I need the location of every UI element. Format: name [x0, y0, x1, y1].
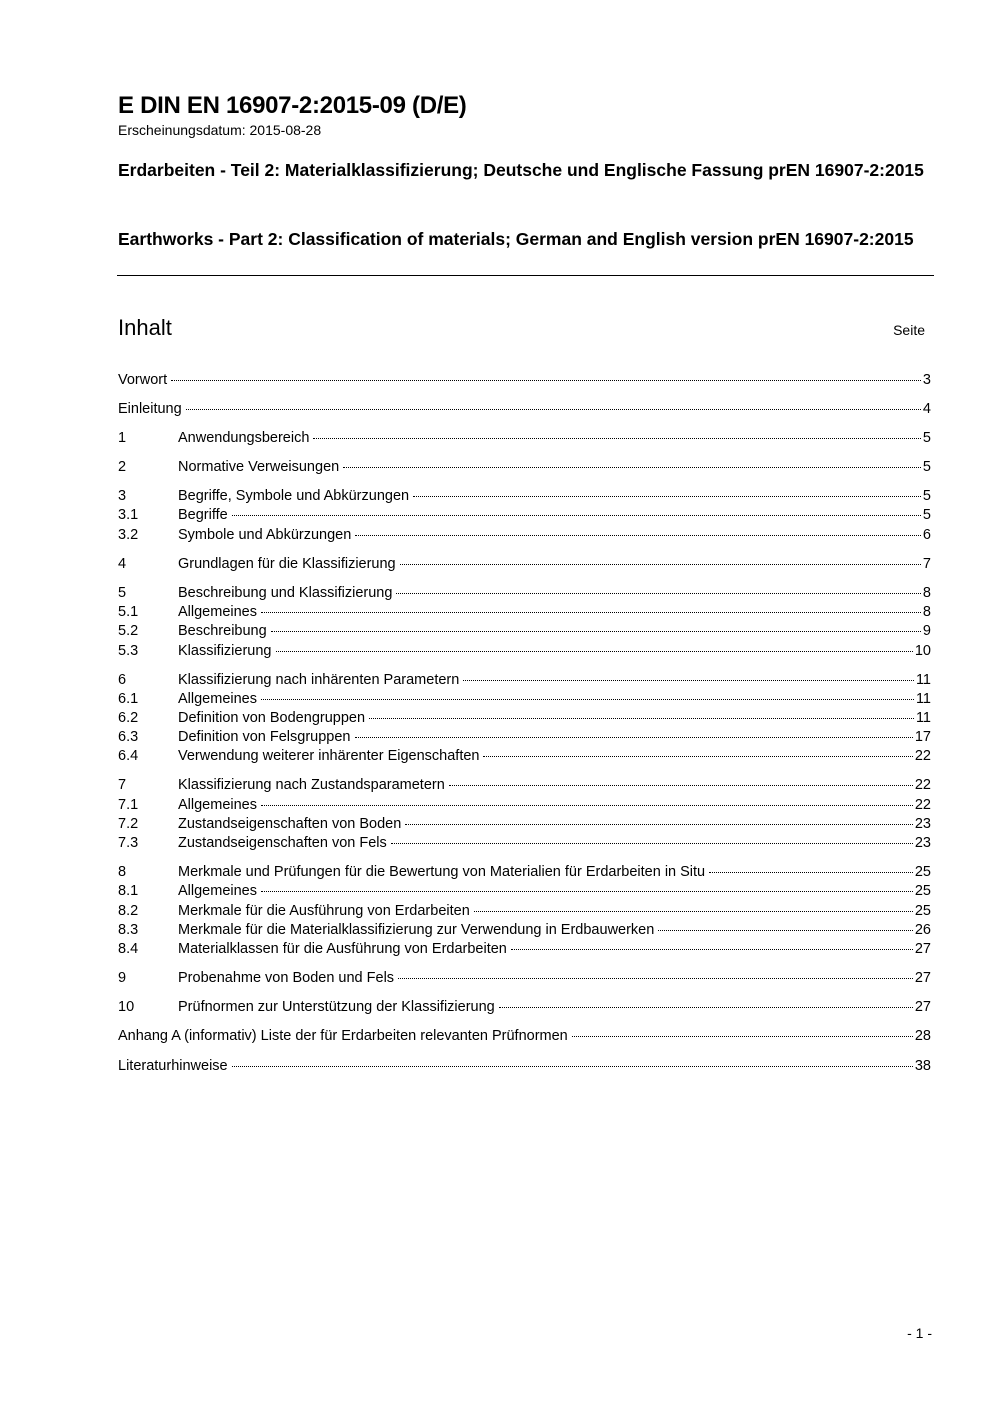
- title-divider: [117, 275, 934, 276]
- toc-entry-number: 2: [118, 459, 127, 475]
- toc-dot-leader: [276, 651, 913, 652]
- toc-dot-leader: [499, 1007, 913, 1008]
- toc-entry-page: 26: [914, 922, 931, 938]
- toc-entry-number: 7.1: [118, 797, 139, 813]
- toc-dot-leader: [261, 699, 914, 700]
- toc-entry[interactable]: [118, 555, 931, 574]
- toc-entry-title: Klassifizierung nach Zustandsparametern: [178, 777, 445, 793]
- toc-dot-leader: [511, 949, 913, 950]
- toc-entry-title: Allgemeines: [178, 883, 257, 899]
- toc-entry-title: Allgemeines: [178, 604, 257, 620]
- document-designation: E DIN EN 16907-2:2015-09 (D/E): [118, 92, 467, 119]
- toc-page-column-label: Seite: [893, 322, 925, 338]
- toc-entry[interactable]: [118, 1057, 931, 1076]
- toc-entry-page: 5: [922, 430, 931, 446]
- toc-entry-number: 6: [118, 672, 127, 688]
- toc-entry-number: 8.1: [118, 883, 139, 899]
- toc-dot-leader: [343, 467, 921, 468]
- toc-entry[interactable]: [118, 940, 931, 959]
- document-title-english: Earthworks - Part 2: Classification of materials; German and English version prEN 16907-2:2015: [118, 229, 914, 249]
- toc-entry[interactable]: [118, 1027, 931, 1046]
- toc-entry-page: 11: [915, 691, 931, 707]
- toc-entry-page: 27: [914, 970, 931, 986]
- toc-dot-leader: [261, 891, 913, 892]
- toc-entry-title: Symbole und Abkürzungen: [178, 527, 352, 543]
- toc-dot-leader: [261, 612, 921, 613]
- toc-entry[interactable]: [118, 371, 931, 390]
- toc-dot-leader: [449, 785, 913, 786]
- toc-entry-title: Vorwort: [118, 372, 168, 388]
- toc-entry-page: 6: [922, 527, 931, 543]
- toc-entry-number: 3.2: [118, 527, 139, 543]
- toc-entry-title: Zustandseigenschaften von Fels: [178, 835, 387, 851]
- toc-entry-number: 5.1: [118, 604, 139, 620]
- toc-entry-number: 3.1: [118, 507, 139, 523]
- toc-dot-leader: [396, 593, 921, 594]
- toc-entry-title: Klassifizierung: [178, 643, 272, 659]
- toc-entry-number: 8.4: [118, 941, 139, 957]
- toc-entry-page: 8: [922, 585, 931, 601]
- toc-dot-leader: [232, 1066, 913, 1067]
- toc-entry[interactable]: [118, 728, 931, 747]
- toc-entry-number: 4: [118, 556, 127, 572]
- toc-entry-number: 1: [118, 430, 127, 446]
- toc-entry-page: 5: [922, 488, 931, 504]
- toc-entry-number: 3: [118, 488, 127, 504]
- toc-entry-number: 7.2: [118, 816, 139, 832]
- toc-entry-page: 7: [922, 556, 931, 572]
- toc-entry-page: 22: [914, 777, 931, 793]
- toc-entry-number: 6.2: [118, 710, 139, 726]
- toc-entry-page: 25: [914, 883, 931, 899]
- toc-entry-title: Merkmale für die Ausführung von Erdarbeiten: [178, 903, 470, 919]
- toc-entry-title: Merkmale für die Materialklassifizierung zur Verwendung in Erdbauwerken: [178, 922, 655, 938]
- toc-entry-page: 11: [915, 710, 931, 726]
- toc-entry[interactable]: [118, 998, 931, 1017]
- toc-entry-number: 7.3: [118, 835, 139, 851]
- toc-dot-leader: [355, 535, 921, 536]
- toc-dot-leader: [232, 515, 921, 516]
- toc-entry-number: 5.3: [118, 643, 139, 659]
- toc-entry-page: 23: [914, 835, 931, 851]
- toc-entry-number: 6.3: [118, 729, 139, 745]
- toc-entry-page: 4: [922, 401, 931, 417]
- toc-entry-number: 10: [118, 999, 135, 1015]
- toc-entry-title: Anhang A (informativ) Liste der für Erdarbeiten relevanten Prüfnormen: [118, 1028, 568, 1044]
- toc-entry-page: 22: [914, 797, 931, 813]
- toc-entry-number: 5: [118, 585, 127, 601]
- toc-dot-leader: [400, 564, 921, 565]
- toc-dot-leader: [658, 930, 913, 931]
- toc-entry-title: Normative Verweisungen: [178, 459, 340, 475]
- toc-entry-title: Beschreibung: [178, 623, 267, 639]
- toc-entry-title: Begriffe, Symbole und Abkürzungen: [178, 488, 410, 504]
- toc-entry[interactable]: [118, 882, 931, 901]
- toc-entry-title: Verwendung weiterer inhärenter Eigenschaften: [178, 748, 480, 764]
- toc-entry[interactable]: [118, 526, 931, 545]
- toc-dot-leader: [483, 756, 912, 757]
- toc-entry-title: Prüfnormen zur Unterstützung der Klassifizierung: [178, 999, 495, 1015]
- toc-dot-leader: [186, 409, 921, 410]
- toc-entry-number: 8.2: [118, 903, 139, 919]
- toc-entry[interactable]: [118, 921, 931, 940]
- toc-entry[interactable]: [118, 506, 931, 525]
- toc-dot-leader: [313, 438, 921, 439]
- toc-dot-leader: [171, 380, 921, 381]
- toc-entry-title: Definition von Felsgruppen: [178, 729, 351, 745]
- toc-entry-number: 8.3: [118, 922, 139, 938]
- toc-entry-page: 5: [922, 507, 931, 523]
- toc-entry[interactable]: [118, 815, 931, 834]
- toc-entry[interactable]: [118, 487, 931, 506]
- toc-dot-leader: [391, 843, 913, 844]
- toc-entry-page: 5: [922, 459, 931, 475]
- toc-entry-page: 10: [914, 643, 931, 659]
- toc-entry[interactable]: [118, 902, 931, 921]
- toc-entry-number: 6.1: [118, 691, 139, 707]
- toc-entry-number: 9: [118, 970, 127, 986]
- toc-entry-title: Allgemeines: [178, 691, 257, 707]
- toc-dot-leader: [405, 824, 913, 825]
- toc-entry[interactable]: [118, 458, 931, 477]
- issue-date: Erscheinungsdatum: 2015-08-28: [118, 122, 322, 138]
- toc-entry-page: 25: [914, 903, 931, 919]
- toc-entry[interactable]: [118, 863, 931, 882]
- toc-dot-leader: [474, 911, 913, 912]
- toc-entry-title: Definition von Bodengruppen: [178, 710, 366, 726]
- toc-entry-page: 9: [922, 623, 931, 639]
- toc-entry[interactable]: [118, 834, 931, 853]
- toc-entry-title: Einleitung: [118, 401, 182, 417]
- toc-entry-title: Allgemeines: [178, 797, 257, 813]
- toc-entry[interactable]: [118, 400, 931, 419]
- toc-entry-page: 28: [914, 1028, 931, 1044]
- toc-entry-title: Materialklassen für die Ausführung von Erdarbeiten: [178, 941, 507, 957]
- page-number: - 1 -: [907, 1325, 932, 1341]
- toc-entry[interactable]: [118, 429, 931, 448]
- toc-dot-leader: [261, 805, 913, 806]
- toc-entry[interactable]: [118, 690, 931, 709]
- toc-entry[interactable]: [118, 603, 931, 622]
- toc-dot-leader: [413, 496, 921, 497]
- toc-entry-page: 11: [915, 672, 931, 688]
- toc-entry[interactable]: [118, 776, 931, 795]
- toc-entry-title: Probenahme von Boden und Fels: [178, 970, 395, 986]
- toc-dot-leader: [355, 737, 913, 738]
- toc-entry[interactable]: [118, 642, 931, 661]
- toc-entry-title: Merkmale und Prüfungen für die Bewertung von Materialien für Erdarbeiten in Situ: [178, 864, 706, 880]
- toc-entry-page: 17: [914, 729, 931, 745]
- toc-dot-leader: [463, 680, 914, 681]
- toc-entry-title: Anwendungsbereich: [178, 430, 310, 446]
- toc-entry-title: Klassifizierung nach inhärenten Parametern: [178, 672, 460, 688]
- toc-entry[interactable]: [118, 747, 931, 766]
- toc-entry-page: 38: [914, 1058, 931, 1074]
- toc-entry-title: Beschreibung und Klassifizierung: [178, 585, 393, 601]
- toc-entry[interactable]: [118, 969, 931, 988]
- toc-entry-number: 6.4: [118, 748, 139, 764]
- toc-entry[interactable]: [118, 709, 931, 728]
- toc-dot-leader: [709, 872, 913, 873]
- toc-entry[interactable]: [118, 671, 931, 690]
- toc-entry-title: Zustandseigenschaften von Boden: [178, 816, 402, 832]
- toc-dot-leader: [271, 631, 921, 632]
- toc-entry[interactable]: [118, 584, 931, 603]
- toc-entry-number: 8: [118, 864, 127, 880]
- toc-entry-number: 7: [118, 777, 127, 793]
- toc-entry-page: 22: [914, 748, 931, 764]
- toc-entry-title: Begriffe: [178, 507, 228, 523]
- toc-entry-title: Grundlagen für die Klassifizierung: [178, 556, 396, 572]
- document-title-german: Erdarbeiten - Teil 2: Materialklassifizierung; Deutsche und Englische Fassung prEN 16907-2:2015: [118, 160, 924, 180]
- toc-entry-page: 27: [914, 941, 931, 957]
- toc-entry[interactable]: [118, 622, 931, 641]
- toc-entry-page: 23: [914, 816, 931, 832]
- toc-dot-leader: [369, 718, 914, 719]
- toc-entry-number: 5.2: [118, 623, 139, 639]
- toc-dot-leader: [398, 978, 913, 979]
- toc-dot-leader: [572, 1036, 913, 1037]
- toc-entry-page: 27: [914, 999, 931, 1015]
- toc-entry-page: 3: [922, 372, 931, 388]
- toc-entry-title: Literaturhinweise: [118, 1058, 228, 1074]
- toc-entry[interactable]: [118, 796, 931, 815]
- toc-heading: Inhalt: [118, 315, 172, 340]
- toc-entry-page: 8: [922, 604, 931, 620]
- toc-entry-page: 25: [914, 864, 931, 880]
